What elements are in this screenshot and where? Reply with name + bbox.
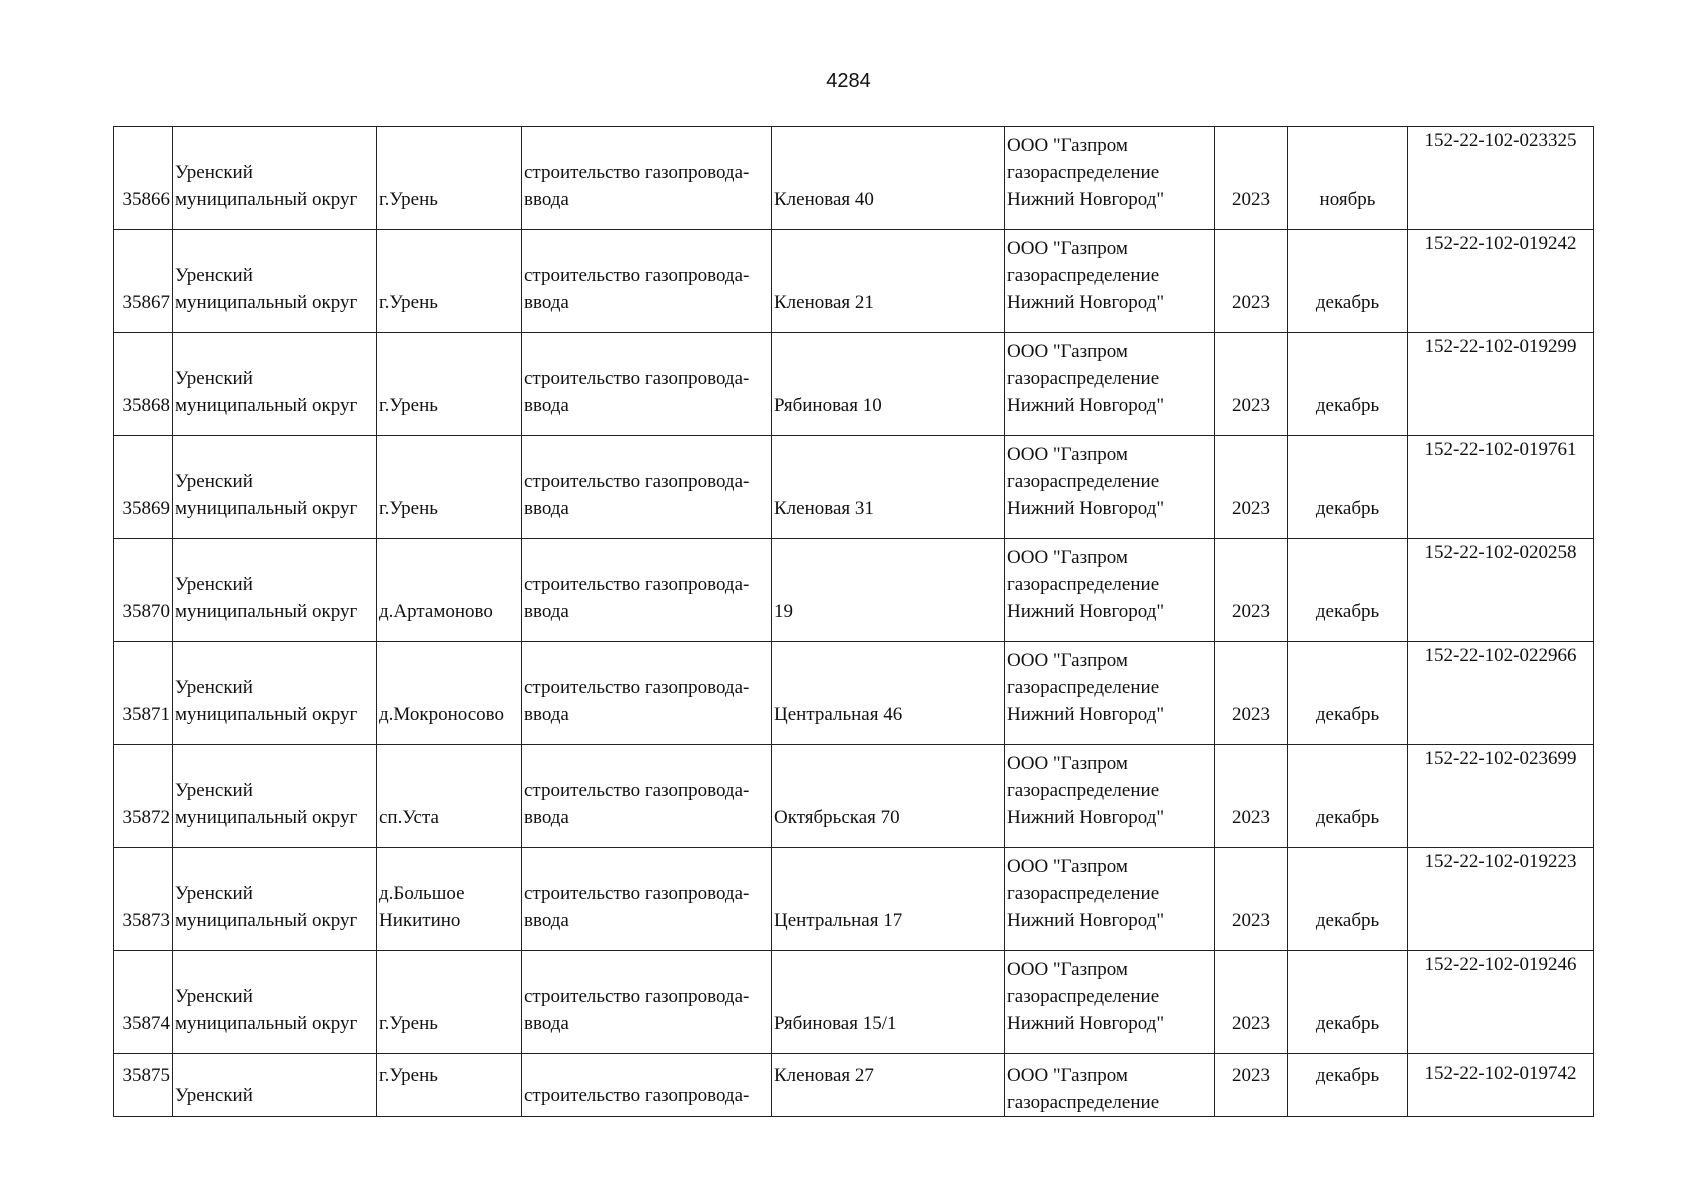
table-row bbox=[114, 1054, 1594, 1117]
month-cell bbox=[1288, 333, 1408, 436]
work-type-cell bbox=[522, 745, 772, 848]
year-cell-text: 2023 bbox=[1232, 1013, 1270, 1034]
year-cell bbox=[1215, 127, 1288, 230]
organization-cell-text: ООО "Газпром bbox=[1007, 650, 1128, 671]
address-cell-text: Октябрьская 70 bbox=[774, 807, 900, 828]
work-type-cell-text: строительство газопровода- bbox=[524, 162, 750, 183]
code-cell-text: 152-22-102-019246 bbox=[1424, 954, 1577, 975]
settlement-cell-text: д.Большое bbox=[379, 883, 465, 904]
row-number-cell bbox=[114, 539, 173, 642]
organization-cell bbox=[1005, 230, 1215, 333]
organization-cell-text: газораспределение bbox=[1007, 986, 1160, 1007]
organization-cell-text: ООО "Газпром bbox=[1007, 547, 1128, 568]
work-type-cell-text: строительство газопровода- bbox=[524, 574, 750, 595]
settlement-cell bbox=[377, 1054, 522, 1117]
settlement-cell bbox=[377, 127, 522, 230]
settlement-cell bbox=[377, 951, 522, 1054]
address-cell-text: Кленовая 21 bbox=[774, 292, 874, 313]
address-cell bbox=[772, 1054, 1005, 1117]
district-cell bbox=[173, 951, 377, 1054]
organization-cell-text: газораспределение bbox=[1007, 1092, 1160, 1113]
code-cell-text: 152-22-102-020258 bbox=[1424, 542, 1577, 563]
month-cell-text: декабрь bbox=[1315, 601, 1380, 622]
district-cell-text: муниципальный округ bbox=[175, 910, 358, 931]
work-type-cell-text: ввода bbox=[524, 807, 569, 828]
code-cell bbox=[1408, 127, 1594, 230]
year-cell-text: 2023 bbox=[1232, 704, 1270, 725]
district-cell-text: муниципальный округ bbox=[175, 292, 358, 313]
code-cell bbox=[1408, 642, 1594, 745]
settlement-cell-text: г.Урень bbox=[379, 1013, 438, 1034]
month-cell-text: декабрь bbox=[1315, 1013, 1380, 1034]
district-cell-text: муниципальный округ bbox=[175, 704, 358, 725]
organization-cell-text: Нижний Новгород" bbox=[1007, 704, 1165, 725]
row-number-cell bbox=[114, 745, 173, 848]
address-cell-text: Кленовая 40 bbox=[774, 189, 874, 210]
row-number-cell-text: 35875 bbox=[122, 1065, 170, 1086]
year-cell-text: 2023 bbox=[1232, 292, 1270, 313]
month-cell-text: ноябрь bbox=[1319, 189, 1376, 210]
code-cell bbox=[1408, 436, 1594, 539]
year-cell-text: 2023 bbox=[1232, 189, 1270, 210]
organization-cell-text: Нижний Новгород" bbox=[1007, 498, 1165, 519]
organization-cell-text: газораспределение bbox=[1007, 883, 1160, 904]
month-cell-text: декабрь bbox=[1315, 292, 1380, 313]
district-cell bbox=[173, 745, 377, 848]
code-cell-text: 152-22-102-019223 bbox=[1424, 851, 1577, 872]
organization-cell bbox=[1005, 745, 1215, 848]
month-cell bbox=[1288, 951, 1408, 1054]
district-cell-text: Уренский bbox=[175, 368, 253, 389]
settlement-cell-text: г.Урень bbox=[379, 498, 438, 519]
organization-cell-text: Нижний Новгород" bbox=[1007, 395, 1165, 416]
district-cell bbox=[173, 333, 377, 436]
table-body bbox=[114, 127, 1594, 1117]
settlement-cell bbox=[377, 539, 522, 642]
organization-cell bbox=[1005, 127, 1215, 230]
organization-cell-text: Нижний Новгород" bbox=[1007, 910, 1165, 931]
organization-cell-text: газораспределение bbox=[1007, 677, 1160, 698]
month-cell-text: декабрь bbox=[1315, 1065, 1380, 1086]
month-cell-text: декабрь bbox=[1315, 498, 1380, 519]
month-cell bbox=[1288, 848, 1408, 951]
organization-cell-text: газораспределение bbox=[1007, 368, 1160, 389]
row-number-cell-text: 35867 bbox=[122, 292, 170, 313]
settlement-cell-text: д.Мокроносово bbox=[379, 704, 504, 725]
address-cell-text: Рябиновая 15/1 bbox=[774, 1013, 897, 1034]
district-cell-text: муниципальный округ bbox=[175, 395, 358, 416]
row-number-cell bbox=[114, 848, 173, 951]
organization-cell bbox=[1005, 333, 1215, 436]
table-row bbox=[114, 642, 1594, 745]
year-cell bbox=[1215, 848, 1288, 951]
district-cell-text: муниципальный округ bbox=[175, 498, 358, 519]
work-type-cell-text: строительство газопровода- bbox=[524, 780, 750, 801]
work-type-cell bbox=[522, 127, 772, 230]
year-cell bbox=[1215, 333, 1288, 436]
work-type-cell-text: строительство газопровода- bbox=[524, 1085, 750, 1106]
year-cell bbox=[1215, 436, 1288, 539]
table-row bbox=[114, 745, 1594, 848]
work-type-cell bbox=[522, 436, 772, 539]
address-cell-text: Рябиновая 10 bbox=[774, 395, 882, 416]
code-cell-text: 152-22-102-019242 bbox=[1424, 233, 1577, 254]
page-number: 4284 bbox=[826, 70, 871, 92]
year-cell bbox=[1215, 951, 1288, 1054]
row-number-cell-text: 35874 bbox=[122, 1013, 170, 1034]
year-cell bbox=[1215, 1054, 1288, 1117]
row-number-cell bbox=[114, 951, 173, 1054]
organization-cell-text: газораспределение bbox=[1007, 780, 1160, 801]
row-number-cell-text: 35866 bbox=[122, 189, 170, 210]
address-cell bbox=[772, 642, 1005, 745]
organization-cell-text: ООО "Газпром bbox=[1007, 856, 1128, 877]
work-type-cell-text: ввода bbox=[524, 292, 569, 313]
settlement-cell bbox=[377, 333, 522, 436]
district-cell bbox=[173, 539, 377, 642]
code-cell bbox=[1408, 745, 1594, 848]
row-number-cell-text: 35872 bbox=[122, 807, 170, 828]
table-row bbox=[114, 230, 1594, 333]
row-number-cell bbox=[114, 642, 173, 745]
district-cell-text: Уренский bbox=[175, 780, 253, 801]
address-cell bbox=[772, 230, 1005, 333]
code-cell bbox=[1408, 230, 1594, 333]
organization-cell-text: Нижний Новгород" bbox=[1007, 807, 1165, 828]
district-cell-text: муниципальный округ bbox=[175, 1013, 358, 1034]
work-type-cell-text: строительство газопровода- bbox=[524, 677, 750, 698]
work-type-cell-text: ввода bbox=[524, 498, 569, 519]
work-type-cell bbox=[522, 539, 772, 642]
settlement-cell-text: г.Урень bbox=[379, 292, 438, 313]
work-type-cell bbox=[522, 1054, 772, 1117]
district-cell-text: Уренский bbox=[175, 574, 253, 595]
month-cell bbox=[1288, 230, 1408, 333]
work-type-cell-text: строительство газопровода- bbox=[524, 265, 750, 286]
address-cell-text: Кленовая 31 bbox=[774, 498, 874, 519]
month-cell-text: декабрь bbox=[1315, 910, 1380, 931]
organization-cell-text: ООО "Газпром bbox=[1007, 753, 1128, 774]
row-number-cell bbox=[114, 1054, 173, 1117]
district-cell-text: муниципальный округ bbox=[175, 189, 358, 210]
settlement-cell-text: Никитино bbox=[379, 910, 461, 931]
year-cell bbox=[1215, 642, 1288, 745]
code-cell bbox=[1408, 333, 1594, 436]
code-cell-text: 152-22-102-019761 bbox=[1424, 439, 1577, 460]
settlement-cell-text: г.Урень bbox=[379, 395, 438, 416]
organization-cell bbox=[1005, 951, 1215, 1054]
code-cell bbox=[1408, 848, 1594, 951]
row-number-cell bbox=[114, 436, 173, 539]
month-cell bbox=[1288, 745, 1408, 848]
settlement-cell-text: г.Урень bbox=[379, 189, 438, 210]
work-type-cell-text: строительство газопровода- bbox=[524, 986, 750, 1007]
row-number-cell-text: 35871 bbox=[122, 704, 170, 725]
table-row bbox=[114, 127, 1594, 230]
year-cell-text: 2023 bbox=[1232, 1065, 1270, 1086]
month-cell bbox=[1288, 436, 1408, 539]
organization-cell-text: ООО "Газпром bbox=[1007, 959, 1128, 980]
year-cell-text: 2023 bbox=[1232, 910, 1270, 931]
address-cell-text: 19 bbox=[774, 601, 793, 622]
row-number-cell bbox=[114, 333, 173, 436]
district-cell-text: Уренский bbox=[175, 986, 253, 1007]
work-type-cell bbox=[522, 951, 772, 1054]
organization-cell bbox=[1005, 1054, 1215, 1117]
code-cell bbox=[1408, 951, 1594, 1054]
table-row bbox=[114, 951, 1594, 1054]
year-cell-text: 2023 bbox=[1232, 807, 1270, 828]
district-cell-text: Уренский bbox=[175, 677, 253, 698]
work-type-cell bbox=[522, 333, 772, 436]
settlement-cell bbox=[377, 436, 522, 539]
address-cell bbox=[772, 848, 1005, 951]
row-number-cell bbox=[114, 230, 173, 333]
year-cell-text: 2023 bbox=[1232, 395, 1270, 416]
year-cell bbox=[1215, 745, 1288, 848]
district-cell bbox=[173, 642, 377, 745]
district-cell bbox=[173, 127, 377, 230]
organization-cell-text: газораспределение bbox=[1007, 471, 1160, 492]
month-cell bbox=[1288, 539, 1408, 642]
work-type-cell bbox=[522, 230, 772, 333]
year-cell-text: 2023 bbox=[1232, 601, 1270, 622]
registry-table bbox=[113, 126, 1594, 1117]
year-cell bbox=[1215, 230, 1288, 333]
district-cell bbox=[173, 230, 377, 333]
organization-cell-text: ООО "Газпром bbox=[1007, 444, 1128, 465]
row-number-cell bbox=[114, 127, 173, 230]
organization-cell-text: Нижний Новгород" bbox=[1007, 189, 1165, 210]
district-cell bbox=[173, 436, 377, 539]
work-type-cell-text: ввода bbox=[524, 601, 569, 622]
work-type-cell-text: строительство газопровода- bbox=[524, 883, 750, 904]
district-cell-text: муниципальный округ bbox=[175, 601, 358, 622]
settlement-cell bbox=[377, 230, 522, 333]
organization-cell-text: газораспределение bbox=[1007, 574, 1160, 595]
organization-cell-text: Нижний Новгород" bbox=[1007, 601, 1165, 622]
row-number-cell-text: 35870 bbox=[122, 601, 170, 622]
month-cell-text: декабрь bbox=[1315, 807, 1380, 828]
organization-cell bbox=[1005, 848, 1215, 951]
work-type-cell-text: ввода bbox=[524, 395, 569, 416]
organization-cell-text: Нижний Новгород" bbox=[1007, 1013, 1165, 1034]
month-cell-text: декабрь bbox=[1315, 395, 1380, 416]
address-cell bbox=[772, 436, 1005, 539]
month-cell bbox=[1288, 127, 1408, 230]
code-cell-text: 152-22-102-023699 bbox=[1424, 748, 1577, 769]
settlement-cell bbox=[377, 642, 522, 745]
code-cell-text: 152-22-102-019299 bbox=[1424, 336, 1577, 357]
row-number-cell-text: 35868 bbox=[122, 395, 170, 416]
work-type-cell-text: строительство газопровода- bbox=[524, 471, 750, 492]
district-cell bbox=[173, 848, 377, 951]
address-cell bbox=[772, 539, 1005, 642]
district-cell-text: Уренский bbox=[175, 471, 253, 492]
settlement-cell bbox=[377, 745, 522, 848]
organization-cell-text: газораспределение bbox=[1007, 265, 1160, 286]
organization-cell-text: ООО "Газпром bbox=[1007, 135, 1128, 156]
settlement-cell-text: сп.Уста bbox=[379, 807, 439, 828]
address-cell bbox=[772, 333, 1005, 436]
organization-cell bbox=[1005, 642, 1215, 745]
table-row bbox=[114, 436, 1594, 539]
organization-cell-text: ООО "Газпром bbox=[1007, 341, 1128, 362]
district-cell-text: Уренский bbox=[175, 162, 253, 183]
code-cell bbox=[1408, 539, 1594, 642]
organization-cell-text: ООО "Газпром bbox=[1007, 1065, 1128, 1086]
district-cell bbox=[173, 1054, 377, 1117]
organization-cell-text: Нижний Новгород" bbox=[1007, 292, 1165, 313]
code-cell bbox=[1408, 1054, 1594, 1117]
district-cell-text: Уренский bbox=[175, 883, 253, 904]
year-cell-text: 2023 bbox=[1232, 498, 1270, 519]
address-cell-text: Кленовая 27 bbox=[774, 1065, 874, 1086]
address-cell-text: Центральная 17 bbox=[774, 910, 903, 931]
district-cell-text: муниципальный округ bbox=[175, 807, 358, 828]
work-type-cell-text: ввода bbox=[524, 704, 569, 725]
settlement-cell bbox=[377, 848, 522, 951]
organization-cell bbox=[1005, 436, 1215, 539]
table-row bbox=[114, 333, 1594, 436]
month-cell bbox=[1288, 1054, 1408, 1117]
work-type-cell-text: ввода bbox=[524, 189, 569, 210]
code-cell-text: 152-22-102-019742 bbox=[1424, 1063, 1577, 1084]
settlement-cell-text: г.Урень bbox=[379, 1065, 438, 1086]
row-number-cell-text: 35869 bbox=[122, 498, 170, 519]
settlement-cell-text: д.Артамоново bbox=[379, 601, 493, 622]
organization-cell bbox=[1005, 539, 1215, 642]
month-cell-text: декабрь bbox=[1315, 704, 1380, 725]
organization-cell-text: ООО "Газпром bbox=[1007, 238, 1128, 259]
row-number-cell-text: 35873 bbox=[122, 910, 170, 931]
code-cell-text: 152-22-102-022966 bbox=[1424, 645, 1577, 666]
work-type-cell-text: строительство газопровода- bbox=[524, 368, 750, 389]
address-cell bbox=[772, 127, 1005, 230]
district-cell-text: Уренский bbox=[175, 265, 253, 286]
address-cell bbox=[772, 745, 1005, 848]
code-cell-text: 152-22-102-023325 bbox=[1424, 130, 1577, 151]
address-cell bbox=[772, 951, 1005, 1054]
organization-cell-text: газораспределение bbox=[1007, 162, 1160, 183]
table-row bbox=[114, 848, 1594, 951]
district-cell-text: Уренский bbox=[175, 1085, 253, 1106]
table-row bbox=[114, 539, 1594, 642]
year-cell bbox=[1215, 539, 1288, 642]
work-type-cell bbox=[522, 642, 772, 745]
month-cell bbox=[1288, 642, 1408, 745]
address-cell-text: Центральная 46 bbox=[774, 704, 903, 725]
work-type-cell-text: ввода bbox=[524, 910, 569, 931]
work-type-cell bbox=[522, 848, 772, 951]
work-type-cell-text: ввода bbox=[524, 1013, 569, 1034]
